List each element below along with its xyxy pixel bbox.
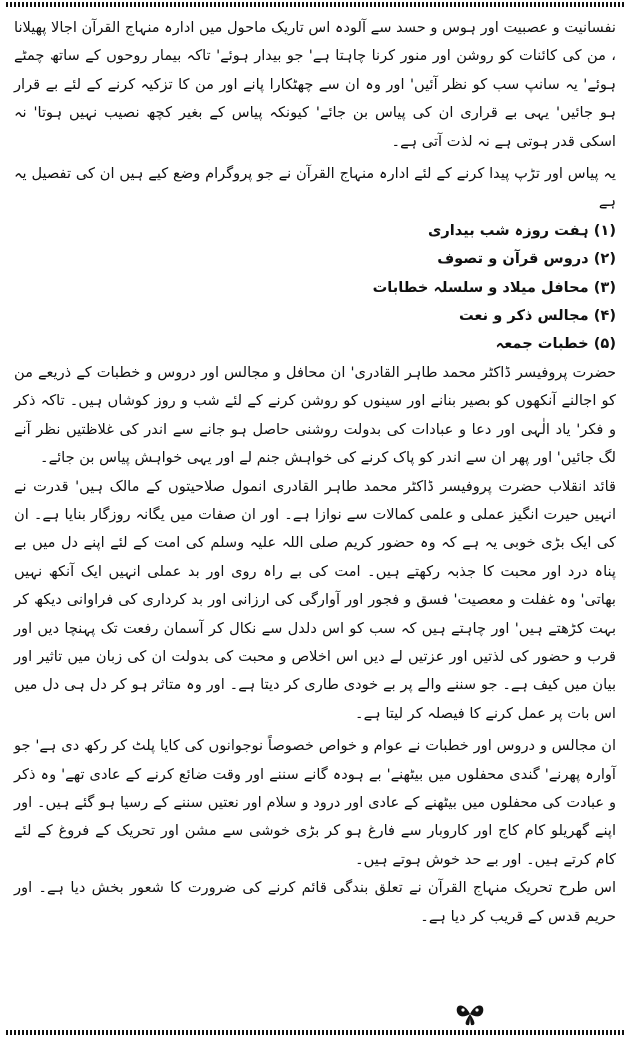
intro-paragraph: یہ پیاس اور تڑپ پیدا کرنے کے لئے ادارہ منہاج القرآن نے جو پروگرام وضع کیے ہیں ان کی تفصیل یہ ہے <box>14 165 616 211</box>
document-page <box>14 14 616 999</box>
program-item: (۱) ہفت روزہ شب بیداری <box>428 221 616 239</box>
body-paragraph: حضرت پروفیسر ڈاکٹر محمد طاہر القادری' ان محافل و مجالس اور دروس و خطبات کے ذریعے من کو اجالنے آنکھوں کو بصیر بنانے اور سینوں کو روشن کرنے کے لئے شب و روز کوشاں ہیں۔ تاکہ ذکر و فکر' یاد الٰہی اور دعا و عبادات کی بدولت روشنی حاصل ہو جانے سے اندر کی غلاظتیں نظر آنے لگ جائیں' اور پھر ان سے اندر کو پاک کرنے کی خواہش جنم لے اور یہی خواہش پیاس بن جائے۔ <box>14 363 616 467</box>
program-item: (۵) خطبات جمعہ <box>495 335 616 353</box>
body-paragraph: ان مجالس و دروس اور خطبات نے عوام و خواص خصوصاً نوجوانوں کی کایا پلٹ کر رکھ دی ہے' جو آوارہ پھرنے' گندی محفلوں میں بیٹھنے' بے ہودہ گانے سننے اور وقت ضائع کرنے کے عادی تھے' وہ ذکر و عبادت کی محفلوں میں بیٹھنے کے عادی اور درود و سلام اور نعتیں سننے کے رسیا ہو گئے ہیں۔ اور اپنے گھریلو کام کاج اور کاروبار سے فارغ ہو کر بڑی خوشی سے مشن اور تحریک کے فروغ کے لئے کام کرتے ہیں۔ اور بے حد خوش ہوتے ہیں۔ <box>14 737 616 868</box>
top-border <box>6 2 624 7</box>
body-paragraph: اس طرح تحریک منہاج القرآن نے تعلق بندگی قائم کرنے کی ضرورت کا شعور بخش دیا ہے۔ اور حریم قدس کے قریب کر دیا ہے۔ <box>14 879 616 925</box>
intro-paragraph: نفسانیت و عصبیت اور ہوس و حسد سے آلودہ اس تاریک ماحول میں ادارہ منہاج القرآن اجالا پھیلانا ، من کی کائنات کو روشن اور منور کرنا چاہتا ہے' جو بیدار ہوئے' تاکہ بیمار روحوں کے ساتھ چمٹے ہوئے' یہ سانپ سب کو نظر آئیں' اور وہ ان سے چھٹکارا پانے اور من کا تزکیہ کرنے کے لئے بے قرار ہو جائیں' یہی بے قراری ان کی پیاس بن جائے' کیونکہ پیاس کے بغیر کچھ نصیب نہیں ہوتا' نہ اسکی قدر ہوتی ہے نہ لذت آتی ہے۔ <box>14 19 616 150</box>
program-item: (۴) مجالس ذکر و نعت <box>458 307 616 325</box>
bottom-border <box>6 1030 624 1035</box>
program-item: (۲) دروس قرآن و تصوف <box>437 250 616 268</box>
body-paragraph: قائد انقلاب حضرت پروفیسر ڈاکٹر محمد طاہر القادری انمول صلاحیتوں کے مالک ہیں' قدرت نے انہیں حیرت انگیز عملی و علمی کمالات سے نوازا ہے۔ اور ان صفات میں یگانہ روزگار بنایا ہے۔ ان کی ایک بڑی خوبی یہ ہے کہ وہ حضور کریم صلی اللہ علیہ وسلم کی امت کے لئے اپنے دل میں بے پناہ درد اور محبت کا جذبہ رکھتے ہیں۔ امت کی بے راہ روی اور بد عملی انہیں ایک آنکھ نہیں بھاتی' وہ غفلت و معصیت' فسق و فجور اور آوارگی کی ارزانی اور بد کرداری کی فراوانی دیکھ کر بہت کڑھتے ہیں' اور چاہتے ہیں کہ سب کو اس دلدل سے نکال کر آسمان رفعت تک پہنچا دیں اور قرب و حضور کی لذتیں اور عزتیں لے دیں اس اخلاص و محبت کی بدولت ان کی زبان میں تاثیر اور بیان میں کیف ہے۔ جو سننے والے پر بے خودی طاری کر دیتا ہے۔ اور وہ متاثر ہو کر دل ہی دل میں اس بات پر عمل کرنے کا فیصلہ کر لیتا ہے۔ <box>14 477 616 722</box>
ornament-icon <box>453 1000 487 1028</box>
program-list <box>14 217 616 359</box>
program-item: (۳) محافل میلاد و سلسلہ خطابات <box>372 278 616 296</box>
